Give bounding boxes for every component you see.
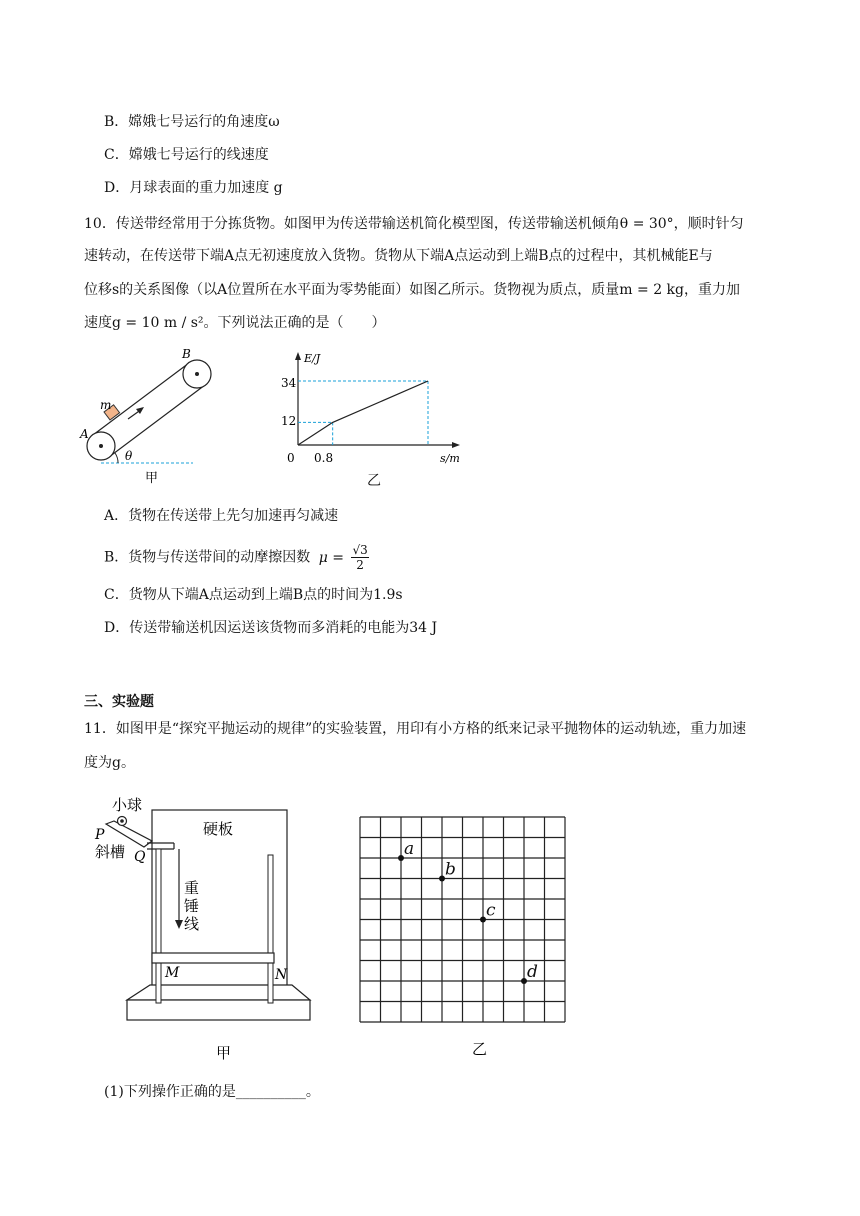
- horizontal-bar: [152, 953, 274, 963]
- q11-sub1: (1)下列操作正确的是__________。: [104, 1084, 320, 1100]
- label-q: Q: [134, 849, 146, 865]
- q9-option-d: D．月球表面的重力加速度 g: [104, 180, 283, 196]
- grid-paper-diagram: [355, 812, 570, 1062]
- mu-fraction: [351, 543, 368, 572]
- energy-line: [298, 381, 428, 445]
- origin-label: 0: [287, 451, 295, 465]
- point-label-a: a: [404, 839, 415, 859]
- belt-bottom: [109, 385, 205, 457]
- point-label-b: b: [445, 859, 456, 880]
- x-axis-label: s/m: [440, 452, 460, 465]
- label-board: 硬板: [203, 820, 234, 838]
- q10-line3: 位移s的关系图像（以A位置所在水平面为零势能面）如图乙所示。货物视为质点，质量m = 2 kg，重力加: [84, 282, 741, 298]
- label-a: A: [80, 427, 89, 441]
- q11-line2: 度为g。: [84, 755, 135, 771]
- mu-numerator: √3: [352, 543, 368, 557]
- rod-left: [156, 849, 161, 1003]
- label-weight-2: 锤: [184, 897, 200, 915]
- energy-displacement-chart: [278, 348, 473, 488]
- label-weight-3: 线: [184, 915, 200, 933]
- label-m: m: [100, 398, 112, 412]
- mu-denominator: 2: [356, 558, 364, 572]
- label-b: B: [182, 347, 191, 361]
- q10-line2: 速转动，在传送带下端A点无初速度放入货物。货物从下端A点运动到上端B点的过程中，其机械能E与: [84, 248, 713, 264]
- base: [127, 1000, 310, 1020]
- q9-option-c: C．嫦娥七号运行的线速度: [104, 147, 269, 163]
- label-ball: 小球: [112, 796, 143, 814]
- y-axis-label: E/J: [304, 352, 321, 365]
- label-theta: θ: [125, 449, 133, 463]
- label-m-point: M: [165, 965, 180, 981]
- q10-line4: 速度g = 10 m / s²。下列说法正确的是（ ）: [84, 315, 386, 331]
- q10-option-b-text: B．货物与传送带间的动摩擦因数: [104, 549, 311, 566]
- q11-line1: 11．如图甲是“探究平抛运动的规律”的实验装置，用印有小方格的纸来记录平抛物体的运动轨迹，重力加速: [84, 721, 747, 737]
- tick-y1-label: 12: [281, 414, 297, 428]
- mu-symbol: μ =: [318, 549, 345, 566]
- q10-option-a: A．货物在传送带上先匀加速再匀减速: [104, 508, 339, 524]
- base-top: [127, 985, 310, 1000]
- conveyor-diagram: [78, 346, 228, 491]
- tick-x-label: 0.8: [314, 451, 334, 465]
- projectile-apparatus-diagram: [92, 795, 322, 1065]
- q10-line1: 10．传送带经常用于分拣货物。如图甲为传送带输送机简化模型图，传送带输送机倾角θ = 30°，顺时针匀: [84, 216, 744, 232]
- q10-option-d: D．传送带输送机因运送该货物而多消耗的电能为34 J: [104, 620, 438, 636]
- rod-right: [268, 855, 273, 1003]
- point-label-c: c: [486, 900, 496, 921]
- caption-yi-q11: 乙: [472, 1040, 488, 1058]
- caption-jia-q11: 甲: [216, 1044, 232, 1062]
- section-heading: 三、实验题: [84, 694, 154, 710]
- caption-yi-q10: 乙: [367, 473, 381, 489]
- tick-y2-label: 34: [281, 376, 297, 390]
- label-weight-1: 重: [184, 879, 200, 897]
- label-n-point: N: [275, 967, 288, 983]
- caption-jia: 甲: [145, 471, 159, 486]
- label-p: P: [95, 827, 105, 843]
- q10-option-c: C．货物从下端A点运动到上端B点的时间为1.9s: [104, 587, 403, 603]
- point-label-d: d: [527, 962, 538, 982]
- q9-option-b: B．嫦娥七号运行的角速度ω: [104, 114, 280, 130]
- label-slope: 斜槽: [95, 843, 126, 861]
- q10-option-b: [104, 543, 369, 572]
